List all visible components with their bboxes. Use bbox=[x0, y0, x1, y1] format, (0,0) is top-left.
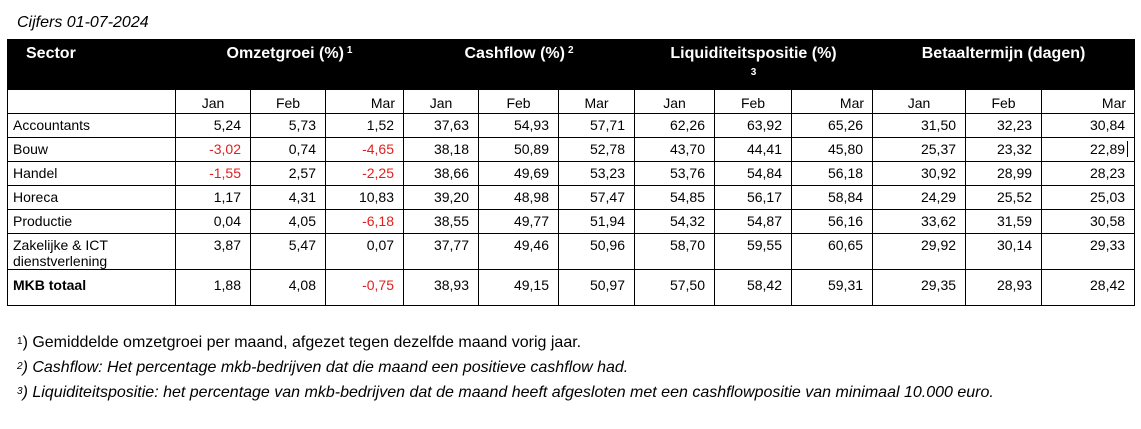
value-cell: 29,35 bbox=[873, 270, 966, 306]
value-cell: 45,80 bbox=[792, 138, 873, 162]
value-cell: 23,32 bbox=[966, 138, 1042, 162]
value-cell: 37,77 bbox=[404, 234, 479, 270]
value-cell: 38,55 bbox=[404, 210, 479, 234]
value-cell: 51,94 bbox=[559, 210, 635, 234]
value-cell: 0,07 bbox=[326, 234, 404, 270]
value-cell: 43,70 bbox=[635, 138, 715, 162]
value-cell: 5,47 bbox=[251, 234, 326, 270]
sector-header: Sector bbox=[8, 40, 176, 90]
value-cell: 53,76 bbox=[635, 162, 715, 186]
value-cell: 1,88 bbox=[176, 270, 251, 306]
value-cell: 57,50 bbox=[635, 270, 715, 306]
footnote-marker: 2 bbox=[567, 45, 574, 56]
value-cell: 58,42 bbox=[715, 270, 792, 306]
month-header: Jan bbox=[404, 90, 479, 114]
value-cell: 54,32 bbox=[635, 210, 715, 234]
group-header-liquiditeitspositie: Liquiditeitspositie (%) 3 bbox=[635, 40, 873, 90]
value-cell: 24,29 bbox=[873, 186, 966, 210]
value-cell: 59,55 bbox=[715, 234, 792, 270]
value-cell: 57,71 bbox=[559, 114, 635, 138]
table-body bbox=[8, 114, 1135, 306]
value-cell: 57,47 bbox=[559, 186, 635, 210]
table-row bbox=[8, 162, 1135, 186]
sector-label: Accountants bbox=[8, 114, 176, 138]
value-cell: 49,69 bbox=[479, 162, 559, 186]
value-cell: 50,96 bbox=[559, 234, 635, 270]
footnote-2: $^2$) Cashflow: Het percentage mkb-bedrijven dat die maand een positieve cashflow had. bbox=[17, 359, 629, 376]
month-header: Mar bbox=[1042, 90, 1135, 114]
value-cell: 33,62 bbox=[873, 210, 966, 234]
value-cell: -0,75 bbox=[326, 270, 404, 306]
value-cell: 38,93 bbox=[404, 270, 479, 306]
month-header: Feb bbox=[479, 90, 559, 114]
value-cell: 31,50 bbox=[873, 114, 966, 138]
value-cell: 30,58 bbox=[1042, 210, 1135, 234]
value-cell: 48,98 bbox=[479, 186, 559, 210]
value-cell: 56,17 bbox=[715, 186, 792, 210]
value-cell: 0,04 bbox=[176, 210, 251, 234]
value-cell: 49,46 bbox=[479, 234, 559, 270]
month-header: Feb bbox=[715, 90, 792, 114]
group-header-omzetgroei: Omzetgroei (%) $^1$ bbox=[176, 40, 404, 90]
value-cell: 28,99 bbox=[966, 162, 1042, 186]
value-cell: 59,31 bbox=[792, 270, 873, 306]
value-cell: 52,78 bbox=[559, 138, 635, 162]
value-cell: 1,52 bbox=[326, 114, 404, 138]
value-cell: 54,87 bbox=[715, 210, 792, 234]
table-row bbox=[8, 270, 1135, 306]
value-cell: -1,55 bbox=[176, 162, 251, 186]
month-header: Feb bbox=[251, 90, 326, 114]
value-cell: 4,08 bbox=[251, 270, 326, 306]
month-header: Mar bbox=[559, 90, 635, 114]
table-row bbox=[8, 234, 1135, 270]
month-header: Jan bbox=[176, 90, 251, 114]
footnotes bbox=[17, 331, 1127, 406]
value-cell: 22,89 bbox=[1042, 138, 1135, 162]
value-cell: -2,25 bbox=[326, 162, 404, 186]
sector-label: Productie bbox=[8, 210, 176, 234]
table-row bbox=[8, 114, 1135, 138]
value-cell: 44,41 bbox=[715, 138, 792, 162]
value-cell: 54,85 bbox=[635, 186, 715, 210]
footnote-marker: 3 bbox=[750, 67, 757, 78]
value-cell: 1,17 bbox=[176, 186, 251, 210]
sector-label: Zakelijke & ICT dienstverlening bbox=[8, 234, 176, 270]
value-cell: 5,73 bbox=[251, 114, 326, 138]
value-cell: 29,92 bbox=[873, 234, 966, 270]
value-cell: 29,33 bbox=[1042, 234, 1135, 270]
value-cell: 25,03 bbox=[1042, 186, 1135, 210]
month-header-row bbox=[8, 90, 1135, 114]
value-cell: 50,97 bbox=[559, 270, 635, 306]
value-cell: 30,84 bbox=[1042, 114, 1135, 138]
figures-table bbox=[7, 39, 1135, 306]
value-cell: 31,59 bbox=[966, 210, 1042, 234]
month-header: Mar bbox=[792, 90, 873, 114]
value-cell: 54,84 bbox=[715, 162, 792, 186]
table-header-row bbox=[8, 40, 1135, 90]
value-cell: 38,18 bbox=[404, 138, 479, 162]
value-cell: 3,87 bbox=[176, 234, 251, 270]
month-header: Feb bbox=[966, 90, 1042, 114]
value-cell: 60,65 bbox=[792, 234, 873, 270]
value-cell: 58,84 bbox=[792, 186, 873, 210]
group-header-cashflow: Cashflow (%) $^2$ bbox=[404, 40, 635, 90]
value-cell: 56,18 bbox=[792, 162, 873, 186]
value-cell: 5,24 bbox=[176, 114, 251, 138]
value-cell: 28,23 bbox=[1042, 162, 1135, 186]
value-cell: 49,77 bbox=[479, 210, 559, 234]
value-cell: 28,42 bbox=[1042, 270, 1135, 306]
value-cell: 10,83 bbox=[326, 186, 404, 210]
value-cell: 39,20 bbox=[404, 186, 479, 210]
value-cell: 28,93 bbox=[966, 270, 1042, 306]
value-cell: 4,31 bbox=[251, 186, 326, 210]
table-row bbox=[8, 210, 1135, 234]
value-cell: 62,26 bbox=[635, 114, 715, 138]
value-cell: 2,57 bbox=[251, 162, 326, 186]
month-header: Mar bbox=[326, 90, 404, 114]
table-row bbox=[8, 138, 1135, 162]
value-cell: 37,63 bbox=[404, 114, 479, 138]
value-cell: 56,16 bbox=[792, 210, 873, 234]
footnote-marker: 1 bbox=[346, 45, 353, 56]
value-cell: 53,23 bbox=[559, 162, 635, 186]
value-cell: -4,65 bbox=[326, 138, 404, 162]
month-header-empty bbox=[8, 90, 176, 114]
sector-label: Horeca bbox=[8, 186, 176, 210]
value-cell: 63,92 bbox=[715, 114, 792, 138]
value-cell: 58,70 bbox=[635, 234, 715, 270]
value-cell: 25,37 bbox=[873, 138, 966, 162]
month-header: Jan bbox=[873, 90, 966, 114]
value-cell: 50,89 bbox=[479, 138, 559, 162]
value-cell: 65,26 bbox=[792, 114, 873, 138]
group-header-betaaltermijn: Betaaltermijn (dagen) bbox=[873, 40, 1135, 90]
value-cell: 49,15 bbox=[479, 270, 559, 306]
value-cell: 32,23 bbox=[966, 114, 1042, 138]
sector-label: MKB totaal bbox=[8, 270, 176, 306]
value-cell: 30,92 bbox=[873, 162, 966, 186]
value-cell: -6,18 bbox=[326, 210, 404, 234]
table-row bbox=[8, 186, 1135, 210]
value-cell: 25,52 bbox=[966, 186, 1042, 210]
value-cell: 54,93 bbox=[479, 114, 559, 138]
sector-label: Handel bbox=[8, 162, 176, 186]
value-cell: 0,74 bbox=[251, 138, 326, 162]
page-title: Cijfers 01-07-2024 bbox=[17, 14, 149, 31]
value-cell: 4,05 bbox=[251, 210, 326, 234]
value-cell: 30,14 bbox=[966, 234, 1042, 270]
sector-label: Bouw bbox=[8, 138, 176, 162]
value-cell: -3,02 bbox=[176, 138, 251, 162]
value-cell: 38,66 bbox=[404, 162, 479, 186]
footnote-1: $^1$) Gemiddelde omzetgroei per maand, afgezet tegen dezelfde maand vorig jaar. bbox=[17, 334, 582, 351]
month-header: Jan bbox=[635, 90, 715, 114]
footnote-3: $^3$) Liquiditeitspositie: het percentage van mkb-bedrijven dat de maand heeft afgesloten met een cashflowpositie van minimaal 10.000 euro. bbox=[17, 384, 994, 401]
